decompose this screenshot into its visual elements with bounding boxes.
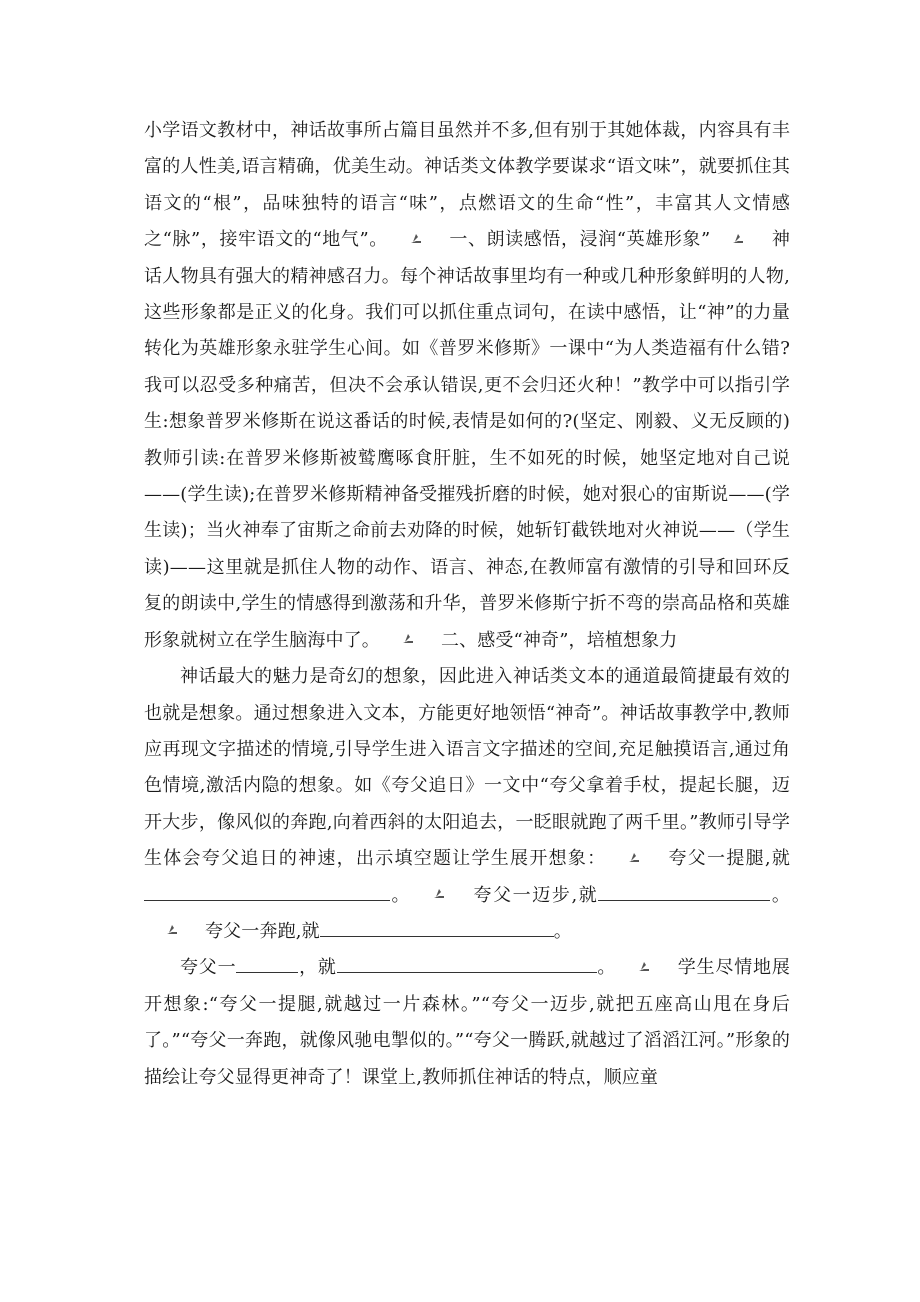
fill-blank-4b <box>337 954 597 973</box>
fill-item-4-suffix: 。 <box>596 957 617 979</box>
paragraph-3-text: 学生尽情地展开想象:“夸父一提腿,就越过一片森林。”“夸父一迈步,就把五座高山甩在身后了。”“夸父一奔跑，就像风驰电掣似的。”“夸父一腾跃,就越过了滔滔江河。”形象的描绘让夸父显得更神奇了！课堂上,教师抓住神话的特点，顺应童 <box>144 957 790 1088</box>
paragraph-marker-icon <box>410 232 423 245</box>
fill-item-2-suffix: 。 <box>770 884 790 906</box>
fill-blank-4a <box>236 954 298 973</box>
fill-item-1-suffix: 。 <box>390 884 412 906</box>
heading-2: 二、感受“神奇”，培植想象力 <box>440 629 678 651</box>
fill-item-4-prefix: 夸父一 <box>180 957 237 979</box>
paragraph-3 <box>144 950 790 1096</box>
fill-item-4-middle: ，就 <box>298 957 337 979</box>
paragraph-1 <box>144 113 790 659</box>
paragraph-1-text: 小学语文教材中，神话故事所占篇目虽然并不多,但有别于其她体裁，内容具有丰富的人性美,语言精确，优美生动。神话类文体教学要谋求“语文味”，就要抓住其语文的“根”，品味独特的语言“味”，点燃语文的生命“性”，丰富其人文情感之“脉”，接牢语文的“地气”。 <box>144 120 790 251</box>
paragraph-marker-icon <box>628 851 641 864</box>
fill-item-3-prefix: 夸父一奔跑,就 <box>205 920 320 942</box>
fill-blank-1 <box>144 882 390 901</box>
paragraph-marker-icon <box>402 632 415 645</box>
fill-item-2-prefix: 夸父一迈步,就 <box>472 884 599 906</box>
fill-item-1-prefix: 夸父一提腿,就 <box>667 848 790 870</box>
paragraph-marker-icon <box>732 232 745 245</box>
paragraph-1-body: 神话人物具有强大的精神感召力。每个神话故事里均有一种或几种形象鲜明的人物,这些形象都是正义的化身。我们可以抓住重点词句，在读中感悟，让“神”的力量转化为英雄形象永驻学生心间。如《普罗米修斯》一课中“为人类造福有什么错?我可以忍受多种痛苦，但决不会承认错误,更不会归还火种！”教学中可以指引学生:想象普罗米修斯在说这番话的时候,表情是如何的?(坚定、刚毅、义无反顾的)教师引读:在普罗米修斯被鹫鹰啄食肝脏，生不如死的时候，她坚定地对自己说——(学生读);在普罗米修斯精神备受摧残折磨的时候，她对狠心的宙斯说——(学生读)；当火神奉了宙斯之命前去劝降的时候，她斩钉截铁地对火神说——（学生读)——这里就是抓住人物的动作、语言、神态,在教师富有激情的引导和回环反复的朗读中,学生的情感得到激荡和升华，普罗米修斯宁折不弯的崇高品格和英雄形象就树立在学生脑海中了。 <box>144 229 791 651</box>
fill-blank-3 <box>320 918 554 937</box>
paragraph-2-text: 神话最大的魅力是奇幻的想象，因此进入神话类文本的通道最简捷最有效的也就是想象。通过想象进入文本，方能更好地领悟“神奇”。神话故事教学中,教师应再现文字描述的情境,引导学生进入语言文字描述的空间,充足触摸语言,通过角色情境,激活内隐的想象。如《夸父追日》一文中“夸父拿着手杖，提起长腿，迈开大步，像风似的奔跑,向着西斜的太阳追去，一眨眼就跑了两千里。”教师引导学生体会夸父追日的神速，出示填空题让学生展开想象： <box>144 666 790 870</box>
fill-item-3-suffix: 。 <box>553 920 572 942</box>
heading-1: 一、朗读感悟，浸润“英雄形象” <box>448 229 711 251</box>
fill-blank-2 <box>598 882 770 901</box>
paragraph-2 <box>144 659 790 950</box>
paragraph-marker-icon <box>433 887 446 900</box>
paragraph-marker-icon <box>638 960 651 973</box>
paragraph-marker-icon <box>166 923 179 936</box>
